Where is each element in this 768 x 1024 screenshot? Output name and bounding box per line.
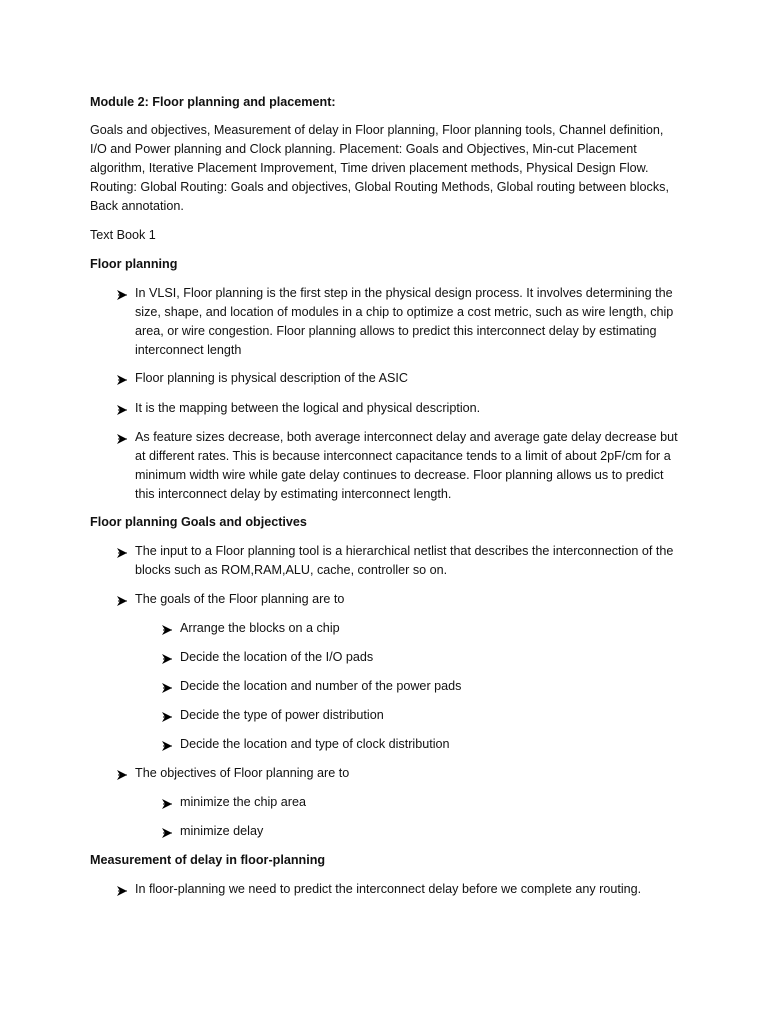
goal-item: Decide the location and type of clock distribution bbox=[180, 737, 450, 751]
goal-item: Decide the location and number of the power pads bbox=[180, 679, 462, 693]
floor-planning-bullet-2: Floor planning is physical description of the ASIC bbox=[135, 371, 409, 385]
arrow-bullet-icon bbox=[160, 623, 174, 637]
objective-item: minimize delay bbox=[180, 824, 264, 838]
arrow-bullet-icon bbox=[115, 884, 129, 898]
arrow-bullet-icon bbox=[160, 710, 174, 724]
objectives-intro-bullet: The objectives of Floor planning are to bbox=[135, 766, 350, 780]
arrow-bullet-icon bbox=[160, 652, 174, 666]
goal-item: Decide the type of power distribution bbox=[180, 708, 384, 722]
arrow-bullet-icon bbox=[115, 373, 129, 387]
floor-planning-bullet-1: In VLSI, Floor planning is the first step in the physical design process. It involves determining the size, shape, and location of modules in a chip to optimize a cost metric, such as wire length, chip area, or wire congestion. Floor planning allows to predict this interconnect delay by estimating interconnect length bbox=[135, 286, 674, 357]
arrow-bullet-icon bbox=[115, 594, 129, 608]
arrow-bullet-icon bbox=[115, 403, 129, 417]
arrow-bullet-icon bbox=[160, 797, 174, 811]
delay-measurement-heading: Measurement of delay in floor-planning bbox=[90, 853, 326, 867]
arrow-bullet-icon bbox=[160, 826, 174, 840]
module-heading: Module 2: Floor planning and placement: bbox=[90, 95, 336, 109]
objective-item: minimize the chip area bbox=[180, 795, 306, 809]
goal-item: Decide the location of the I/O pads bbox=[180, 650, 374, 664]
goals-objectives-heading: Floor planning Goals and objectives bbox=[90, 515, 307, 529]
goals-intro-bullet: The goals of the Floor planning are to bbox=[135, 592, 345, 606]
floor-planning-bullet-4: As feature sizes decrease, both average interconnect delay and average gate delay decrease but at different rates. This is because interconnect capacitance tends to a limit of about 2pF/cm for a minimum width wire while gate delay continues to decrease. Floor planning allows us to predict this interconnect delay by estimating interconnect length. bbox=[135, 430, 678, 501]
floor-planning-heading: Floor planning bbox=[90, 257, 178, 271]
syllabus-paragraph: Goals and objectives, Measurement of delay in Floor planning, Floor planning tools, Channel definition, I/O and Power planning and Clock planning. Placement: Goals and Objectives, Min-cut Placement algorithm, Iterative Placement Improvement, Time driven placement methods, Physical Design Flow. Routing: Global Routing: Goals and objectives, Global Routing Methods, Global routing between blocks, Back annotation. bbox=[90, 123, 669, 213]
arrow-bullet-icon bbox=[115, 768, 129, 782]
text-book-reference: Text Book 1 bbox=[90, 228, 156, 242]
floor-planning-bullet-3: It is the mapping between the logical and physical description. bbox=[135, 401, 481, 415]
arrow-bullet-icon bbox=[160, 739, 174, 753]
arrow-bullet-icon bbox=[160, 681, 174, 695]
goal-item: Arrange the blocks on a chip bbox=[180, 621, 340, 635]
delay-bullet-1: In floor-planning we need to predict the interconnect delay before we complete any routing. bbox=[135, 882, 642, 896]
arrow-bullet-icon bbox=[115, 288, 129, 302]
input-bullet: The input to a Floor planning tool is a hierarchical netlist that describes the interconnection of the blocks such as ROM,RAM,ALU, cache, controller so on. bbox=[135, 544, 674, 577]
arrow-bullet-icon bbox=[115, 546, 129, 560]
arrow-bullet-icon bbox=[115, 432, 129, 446]
